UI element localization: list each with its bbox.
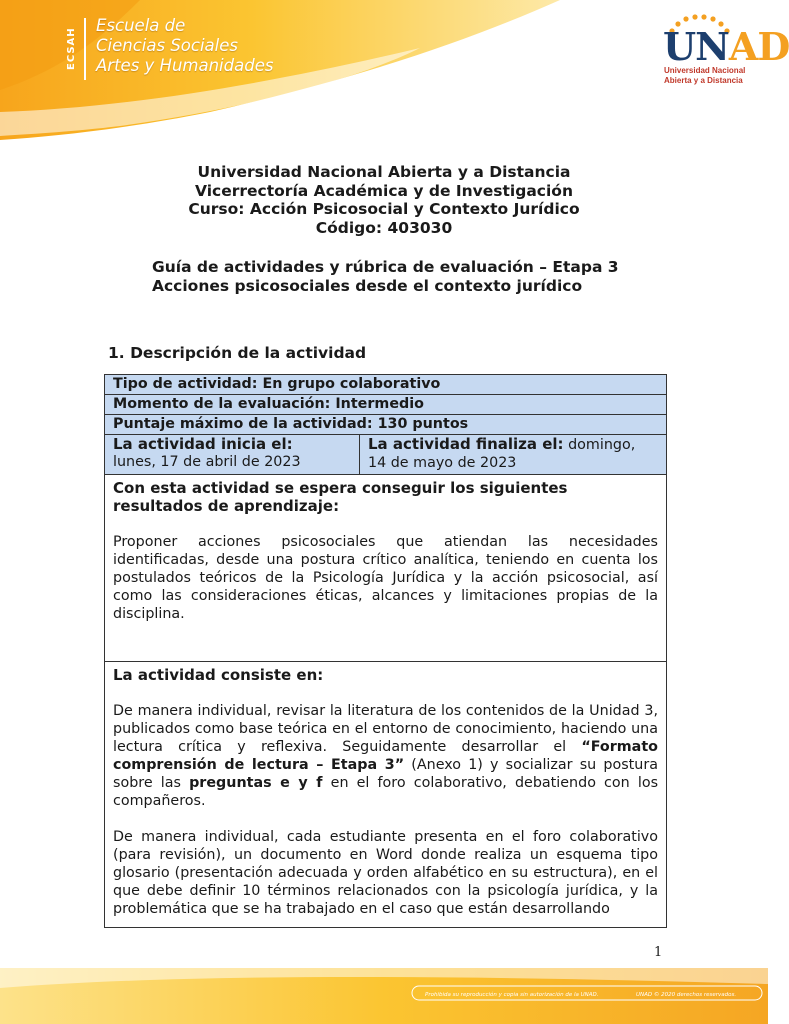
resultados-heading: Con esta actividad se espera conseguir los siguientes resultados de aprendizaje: [113,479,568,515]
page-number: 1 [654,945,663,960]
end-label: La actividad finaliza el: [368,435,564,453]
p1-part-a: De manera individual, revisar la literatura de los contenidos de la Unidad 3, publicados como base teórica en el entorno de conocimiento, haciendo una lectura crítica y reflexiva. Seguidamente desarrollar el [113,703,658,755]
row-puntaje: Puntaje máximo de la actividad: 130 puntos [105,415,666,435]
title-vicerrectoria: Vicerrectoría Académica y de Investigación [195,181,573,200]
footer-rights: UNAD © 2020 derechos reservados. [636,992,737,998]
school-line-3: Artes y Humanidades [96,56,274,75]
footer-copyright-notice: Prohibida su reproducción y copia sin autorización de la UNAD. [425,992,599,998]
start-value: lunes, 17 de abril de 2023 [113,454,301,470]
row-resultados [105,475,666,662]
guide-line-1: Guía de actividades y rúbrica de evaluación – Etapa 3 [152,258,619,276]
cell-start-date [105,435,360,474]
title-university: Universidad Nacional Abierta y a Distancia [197,163,571,181]
cell-end-date [360,435,666,474]
resultados-text: Proponer acciones psicosociales que atiendan las necesidades identificadas, desde una postura crítico analítica, teniendo en cuenta los postulados teóricos de la Psicología Jurídica y la acción psicosocial, así como las consideraciones éticas, alcances y limitaciones propias de la disciplina. [113,534,658,622]
title-course: Curso: Acción Psicosocial y Contexto Jurídico [188,200,580,218]
unad-sub-line-1: Universidad Nacional [664,66,746,75]
end-value-day: domingo, [563,437,636,453]
row-tipo: Tipo de actividad: En grupo colaborativo [105,375,666,395]
title-code: Código: 403030 [315,218,453,237]
row-momento: Momento de la evaluación: Intermedio [105,395,666,415]
document-title [0,163,768,237]
p1-format-name: “Formato comprensión de lectura – Etapa 3” [113,739,658,773]
row-consiste [105,662,666,927]
section-heading: 1. Descripción de la actividad [108,344,367,362]
start-label: La actividad inicia el: [113,435,293,453]
unad-wordmark [663,24,789,69]
row-dates [105,435,666,475]
school-line-1: Escuela de [96,16,186,35]
school-line-2: Ciencias Sociales [96,36,238,55]
guide-line-2: Acciones psicosociales desde el contexto jurídico [152,276,583,295]
unad-ad: AD [728,24,789,69]
unad-subtitle [664,66,745,86]
unad-sub-line-2: Abierta y a Distancia [664,76,743,85]
p1-part-e: en el foro colaborativo, debatiendo con los compañeros. [113,775,659,809]
consiste-paragraph-1 [113,702,658,810]
p1-part-c: (Anexo 1) y socializar su postura sobre las [113,757,658,791]
p1-questions: preguntas e y f [189,775,323,791]
activity-table [104,374,667,928]
unad-un: UN [663,24,729,69]
ecsah-acronym: ECSAH [66,18,86,80]
consiste-heading: La actividad consiste en: [113,666,324,684]
consiste-paragraph-2: De manera individual, cada estudiante presenta en el foro colaborativo (para revisión), un documento en Word donde realiza un esquema tipo glosario (presentación adecuada y orden alfabético en su estructura), en el que debe definir 10 términos relacionados con la psicología jurídica, y la problemática que se ha trabajado en el caso que están desarrollando [113,829,658,917]
end-value-date: 14 de mayo de 2023 [368,455,517,471]
guide-title [152,258,619,295]
school-name [96,16,273,76]
